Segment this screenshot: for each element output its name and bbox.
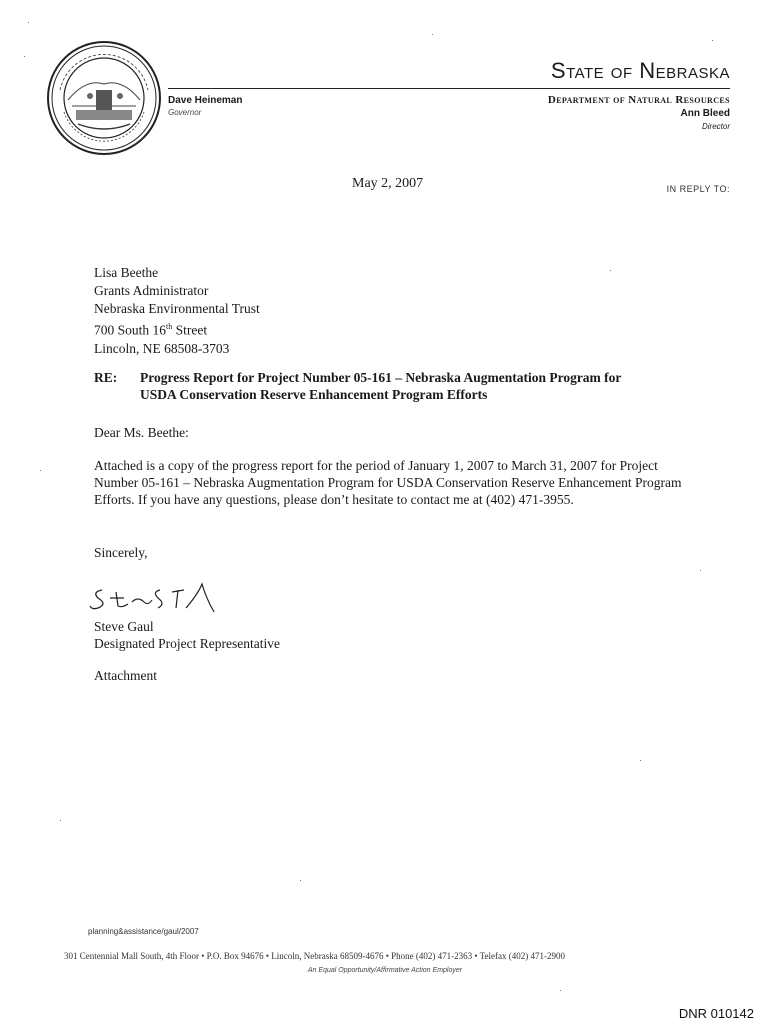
scan-speck: [60, 820, 61, 821]
subject-label: RE:: [94, 370, 118, 385]
footer-address: 301 Centennial Mall South, 4th Floor • P.O. Box 94676 • Lincoln, Nebraska 68509-4676 • Phone (402) 471-2363 • Telefax (402) 471-2900: [64, 951, 566, 961]
recipient-city: Lincoln, NE 68508-3703: [94, 340, 230, 356]
scan-speck: [700, 570, 701, 571]
body-paragraph: Attached is a copy of the progress report for the period of January 1, 2007 to March 31, 2007 for Project Number 05-161 – Nebraska Augmentation Program for USDA Conservation Reserve Enhancement Program Efforts. If you have any questions, please don’t hesitate to contact me at (402) 471-3955.: [94, 458, 682, 507]
subject-line-1: Progress Report for Project Number 05-161 – Nebraska Augmentation Program for: [140, 370, 622, 385]
closing: Sincerely,: [94, 545, 148, 560]
equal-opportunity-statement: An Equal Opportunity/Affirmative Action Employer: [307, 967, 463, 974]
street-rest: Street: [172, 322, 208, 338]
enclosure-note: Attachment: [94, 668, 157, 683]
scan-speck: [24, 56, 25, 57]
signer-block: [94, 618, 280, 652]
reply-label: IN REPLY TO:: [666, 184, 730, 194]
scan-speck: [300, 880, 301, 881]
scan-speck: [40, 470, 41, 471]
letterhead-rule: [168, 88, 730, 89]
street-prefix: 700 South 16: [94, 322, 167, 338]
director-name: Ann Bleed: [680, 108, 730, 119]
state-seal-icon: [46, 40, 162, 156]
state-name-text: State of Nebraska: [550, 58, 730, 83]
scan-speck: [28, 22, 29, 23]
file-reference: planning&assistance/gaul/2007: [88, 927, 199, 936]
subject-line: [94, 369, 621, 403]
recipient-address: [94, 264, 260, 358]
director-title: Director: [701, 122, 730, 131]
bates-number: DNR 010142: [678, 1006, 754, 1021]
subject-line-2: USDA Conservation Reserve Enhancement Program Efforts: [140, 387, 488, 402]
state-name: [551, 58, 730, 84]
salutation: Dear Ms. Beethe:: [94, 425, 189, 440]
scan-speck: [560, 990, 561, 991]
scan-speck: [432, 34, 433, 35]
governor-title: Governor: [168, 108, 202, 117]
scan-speck: [610, 270, 611, 271]
scan-speck: [712, 40, 713, 41]
recipient-title: Grants Administrator: [94, 283, 209, 298]
recipient-organization: Nebraska Environmental Trust: [94, 301, 260, 316]
recipient-name: Lisa Beethe: [94, 265, 159, 280]
recipient-street: [94, 318, 260, 340]
department-name: Department of Natural Resources: [547, 94, 730, 106]
signer-title: Designated Project Representative: [94, 636, 280, 651]
signer-name: Steve Gaul: [94, 619, 154, 634]
scan-speck: [640, 760, 641, 761]
signature-icon: [88, 576, 228, 616]
governor-name: Dave Heineman: [168, 95, 243, 106]
street-suffix: th: [166, 322, 173, 331]
letter-date: May 2, 2007: [352, 176, 424, 191]
